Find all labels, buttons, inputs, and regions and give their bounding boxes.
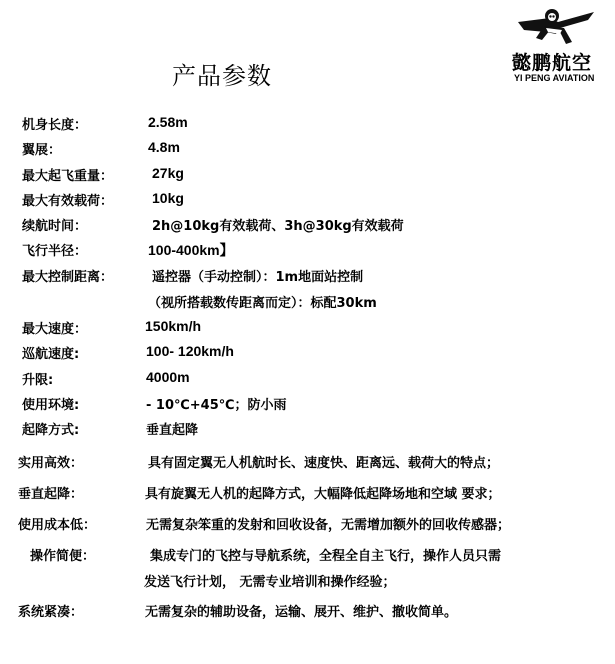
company-logo (512, 4, 612, 84)
feature-value: 具有旋翼无人机的起降方式，大幅降低起降场地和空域 要求； (145, 487, 501, 502)
spec-label: 机身长度： (22, 118, 88, 133)
spec-value: 100-400km】 (148, 242, 234, 258)
feature-value: 无需复杂笨重的发射和回收设备，无需增加额外的回收传感器； (146, 518, 511, 533)
spec-value: 2.58m (148, 114, 188, 130)
spec-label: 飞行半径： (22, 244, 88, 259)
spec-value: 4000m (146, 369, 190, 385)
spec-value: 2h@10kg有效载荷、3h@30kg有效载荷 (152, 219, 404, 234)
spec-value: - 10℃+45℃；防小雨 (146, 398, 287, 413)
feature-label: 操作简便： (30, 549, 96, 564)
feature-label: 系统紧凑： (18, 605, 84, 620)
spec-value: 垂直起降 (146, 423, 199, 438)
spec-value: 27kg (152, 165, 184, 181)
spec-label: 翼展： (22, 143, 62, 158)
spec-label: 最大有效载荷： (22, 194, 114, 209)
spec-value-line2: （视所搭载数传距离而定）：标配30km (148, 296, 377, 311)
logo-name-cn: 懿鹏航空 (512, 52, 593, 74)
feature-value: 无需复杂的辅助设备，运输、展开、维护、撤收简单。 (145, 605, 458, 620)
spec-label: 起降方式: (22, 423, 80, 438)
feature-label: 垂直起降： (18, 487, 84, 502)
feature-label: 使用成本低： (18, 518, 97, 533)
spec-value: 4.8m (148, 139, 180, 155)
feature-value: 具有固定翼无人机航时长、速度快、距离远、载荷大的特点； (148, 456, 500, 471)
spec-value: 遥控器（手动控制）：1m地面站控制 (152, 270, 364, 285)
page-title: 产品参数 (172, 62, 272, 90)
spec-value: 10kg (152, 190, 184, 206)
spec-value: 100- 120km/h (146, 343, 234, 359)
spec-label: 最大起飞重量： (22, 169, 114, 184)
aviator-mascot-icon (516, 4, 596, 48)
spec-label: 巡航速度: (22, 347, 80, 362)
spec-label: 续航时间： (22, 219, 88, 234)
spec-label: 最大控制距离： (22, 270, 114, 285)
spec-label: 使用环境: (22, 398, 80, 413)
feature-value: 集成专门的飞控与导航系统，全程全自主飞行，操作人员只需 (150, 549, 502, 564)
spec-value: 150km/h (145, 318, 202, 334)
logo-name-en: YI PENG AVIATION (514, 73, 595, 83)
feature-label: 实用高效： (18, 456, 84, 471)
feature-value-line2: 发送飞行计划， 无需专业培训和操作经验； (144, 575, 396, 590)
spec-label: 升限: (22, 373, 54, 388)
spec-label: 最大速度： (22, 322, 88, 337)
